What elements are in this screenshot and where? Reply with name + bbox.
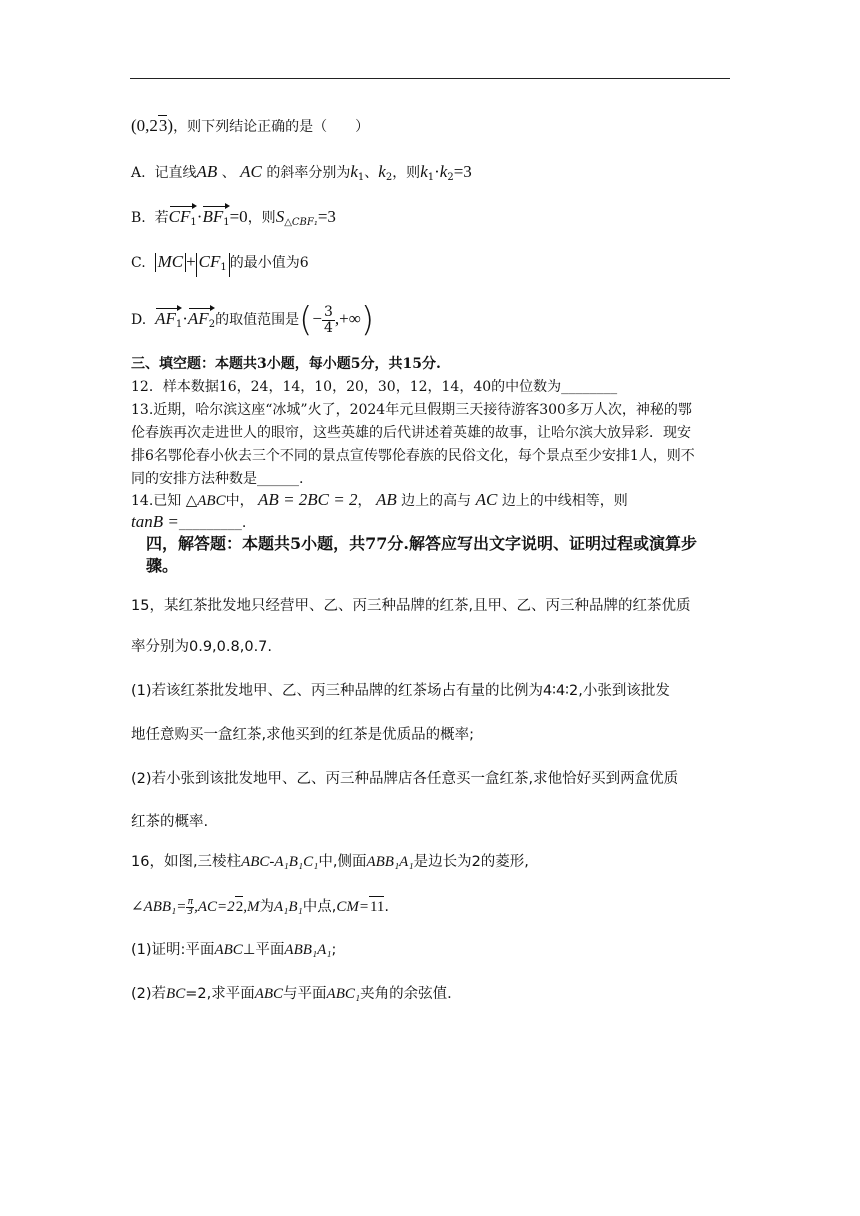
area-s-sub: △CBF₁ bbox=[284, 217, 318, 228]
option-c-label: C. bbox=[131, 255, 146, 271]
sqrt-2: 2 bbox=[235, 896, 244, 917]
expr-k1-sub: 1 bbox=[427, 172, 435, 183]
q14-text-d: 边上的高与 bbox=[401, 493, 472, 509]
q16-part2-text-c: 与平面 bbox=[283, 986, 327, 1002]
option-a-text-1: 记直线 bbox=[154, 165, 197, 181]
vector-cf1: CF bbox=[168, 207, 191, 226]
ac-length: ,AC=2 bbox=[194, 899, 235, 915]
equals-zero: =0 bbox=[229, 207, 248, 226]
question-15-line-3: (1)若该红茶批发地甲、乙、丙三种品牌的红茶场占有量的比例为4∶4∶2,小张到该批发 bbox=[131, 683, 670, 699]
cm-length: CM= bbox=[336, 899, 369, 915]
vector-af1: AF bbox=[155, 309, 176, 328]
option-d-label: D. bbox=[131, 312, 147, 328]
sqrt-11: 11 bbox=[369, 896, 384, 917]
plane-abc-2: ABC bbox=[254, 986, 284, 1002]
question-13-line-3: 排6名鄂伦春小伙去三个不同的景点宣传鄂伦春族的民俗文化，每个景点至少安排1人，则不 bbox=[131, 448, 695, 464]
option-d bbox=[131, 300, 375, 340]
face-abb1a1: ABB₁A₁ bbox=[366, 854, 414, 870]
option-a bbox=[131, 162, 472, 188]
k1: k bbox=[350, 162, 358, 181]
q14-text-a: 14.已知 bbox=[131, 493, 182, 509]
fraction-3-4 bbox=[322, 305, 335, 336]
question-14-line-1 bbox=[131, 490, 628, 511]
question-16-line-1 bbox=[131, 852, 529, 872]
q14-text-e: 边上的中线相等，则 bbox=[501, 493, 628, 509]
expr-k2-sub: 2 bbox=[447, 172, 454, 183]
question-15-line-5: (2)若小张到该批发地甲、乙、丙三种品牌店各任意买一盒红茶,求他恰好买到两盒优质 bbox=[131, 771, 679, 787]
question-11-continuation bbox=[131, 115, 369, 137]
q16-part1-end: ; bbox=[331, 942, 337, 958]
plane-abc1: ABC₁ bbox=[326, 986, 361, 1002]
question-13-line-4: 同的安排方法种数是______. bbox=[131, 471, 304, 487]
fraction-pi-3 bbox=[186, 898, 194, 917]
option-a-text-3: ，则 bbox=[392, 165, 421, 181]
point-open: (0,2 bbox=[131, 116, 158, 135]
k2: k bbox=[378, 162, 386, 181]
dot: · bbox=[434, 162, 440, 181]
q14-blank: _________. bbox=[178, 515, 247, 531]
question-15-line-4: 地任意购买一盒红茶,求他买到的红茶是优质品的概率; bbox=[131, 727, 474, 743]
frac-den: 4 bbox=[323, 319, 333, 336]
plane-abb1a1: ABB₁A₁ bbox=[284, 942, 332, 958]
q16-text-midpoint: 中点, bbox=[302, 899, 337, 915]
continuation-text: ，则下列结论正确的是（ ） bbox=[173, 119, 370, 135]
q16-text-c: 是边长为2的菱形, bbox=[413, 854, 529, 870]
option-a-text-2: 的斜率分别为 bbox=[266, 165, 351, 181]
expr-k1: k bbox=[420, 162, 428, 181]
vector-bf1-sub: 1 bbox=[223, 217, 230, 228]
option-a-sep-2: 、 bbox=[364, 165, 379, 181]
q16-period: . bbox=[384, 899, 389, 915]
section-4-heading-line-2: 骤。 bbox=[146, 556, 179, 575]
q14-equation: AB = 2BC = 2 bbox=[258, 490, 358, 509]
question-16-line-4 bbox=[131, 984, 452, 1004]
dot: · bbox=[182, 309, 188, 328]
option-b-text-1: 若 bbox=[154, 210, 169, 226]
dot: · bbox=[196, 207, 203, 226]
q14-ac: AC bbox=[475, 490, 498, 509]
paren-left: ( bbox=[299, 300, 313, 340]
expr-tail: =3 bbox=[453, 162, 472, 181]
k1-sub: 1 bbox=[357, 172, 365, 183]
section-3-heading: 三、填空题：本题共3小题，每小题5分，共15分. bbox=[131, 356, 441, 372]
triangle-abc: △ABC bbox=[185, 493, 226, 509]
vector-cf1-sub: 1 bbox=[190, 217, 197, 228]
header-rule bbox=[130, 78, 730, 79]
vector-bf1: BF bbox=[202, 207, 224, 226]
area-s: S bbox=[275, 207, 285, 226]
tan-b: tanB = bbox=[131, 512, 179, 531]
q14-text-b: 中， bbox=[225, 493, 254, 509]
option-d-text: 的取值范围是 bbox=[215, 312, 300, 328]
option-c-text: 的最小值为6 bbox=[229, 255, 309, 271]
question-16-line-3 bbox=[131, 940, 336, 960]
option-b-label: B. bbox=[131, 210, 146, 226]
option-b-text-2: ，则 bbox=[247, 210, 276, 226]
point-m: ,M bbox=[243, 899, 260, 915]
frac-num: 3 bbox=[323, 303, 333, 320]
q14-text-c: ， bbox=[357, 493, 372, 509]
option-b bbox=[131, 207, 336, 233]
question-15-line-6: 红茶的概率. bbox=[131, 814, 209, 830]
question-16-line-2 bbox=[131, 896, 389, 917]
question-13-line-2: 伦春族再次走进世人的眼帘，这些英雄的后代讲述着英雄的故事，让哈尔滨大放异彩．现安 bbox=[131, 425, 691, 441]
vector-af2: AF bbox=[187, 309, 209, 328]
q16-text-wei: 为 bbox=[259, 899, 274, 915]
equals-three: =3 bbox=[317, 207, 336, 226]
segment-mc: MC bbox=[157, 252, 184, 271]
q14-ab: AB bbox=[375, 490, 397, 509]
question-12: 12．样本数据16，24，14，10，20，30，12，14，40的中位数为________ bbox=[131, 379, 618, 395]
question-14-line-2 bbox=[131, 512, 246, 533]
perp-text: ⊥平面 bbox=[242, 942, 285, 958]
angle-abb1: ∠ABB₁= bbox=[131, 899, 187, 915]
q16-part2-text-b: =2,求平面 bbox=[185, 986, 255, 1002]
point-close: ) bbox=[167, 116, 174, 135]
option-c bbox=[131, 252, 309, 277]
frac-three: 3 bbox=[187, 906, 194, 917]
k2-sub: 2 bbox=[385, 172, 393, 183]
segment-cf1-sub: 1 bbox=[220, 262, 227, 273]
question-13-line-1: 13.近期，哈尔滨这座“冰城”火了，2024年元旦假期三天接待游客300多万人次，神秘的鄂 bbox=[131, 402, 692, 418]
sqrt-3: 3 bbox=[158, 116, 168, 135]
plus: + bbox=[186, 252, 196, 271]
q16-part2-text-a: (2)若 bbox=[131, 986, 167, 1002]
vector-af1-sub: 1 bbox=[175, 319, 183, 330]
minus: − bbox=[312, 309, 322, 328]
q16-part1-text: (1)证明:平面 bbox=[131, 942, 215, 958]
option-a-sep: 、 bbox=[221, 165, 236, 181]
frac-pi: π bbox=[187, 896, 193, 907]
line-ac: AC bbox=[240, 162, 262, 181]
segment-cf1: CF bbox=[198, 252, 221, 271]
section-4-heading-line-1: 四，解答题：本题共5小题，共77分.解答应写出文字说明、证明过程或演算步 bbox=[146, 534, 697, 553]
line-ab: AB bbox=[196, 162, 218, 181]
q16-text-a: 16，如图,三棱柱 bbox=[131, 854, 242, 870]
vector-af2-sub: 2 bbox=[208, 319, 216, 330]
question-15-line-2: 率分别为0.9,0.8,0.7. bbox=[131, 639, 273, 655]
q16-part2-text-d: 夹角的余弦值. bbox=[360, 986, 452, 1002]
prism: ABC-A₁B₁C₁ bbox=[241, 854, 319, 870]
segment-a1b1: A₁B₁ bbox=[273, 899, 303, 915]
expr-k2: k bbox=[439, 162, 448, 181]
question-15-line-1: 15，某红茶批发地只经营甲、乙、丙三种品牌的红茶,且甲、乙、丙三种品牌的红茶优质 bbox=[131, 598, 691, 614]
q16-text-b: 中,侧面 bbox=[318, 854, 367, 870]
option-a-label: A. bbox=[131, 165, 146, 181]
paren-right: ) bbox=[360, 300, 375, 340]
segment-bc: BC bbox=[166, 986, 186, 1002]
plane-abc: ABC bbox=[214, 942, 243, 958]
range-tail: ,+∞ bbox=[334, 309, 361, 328]
